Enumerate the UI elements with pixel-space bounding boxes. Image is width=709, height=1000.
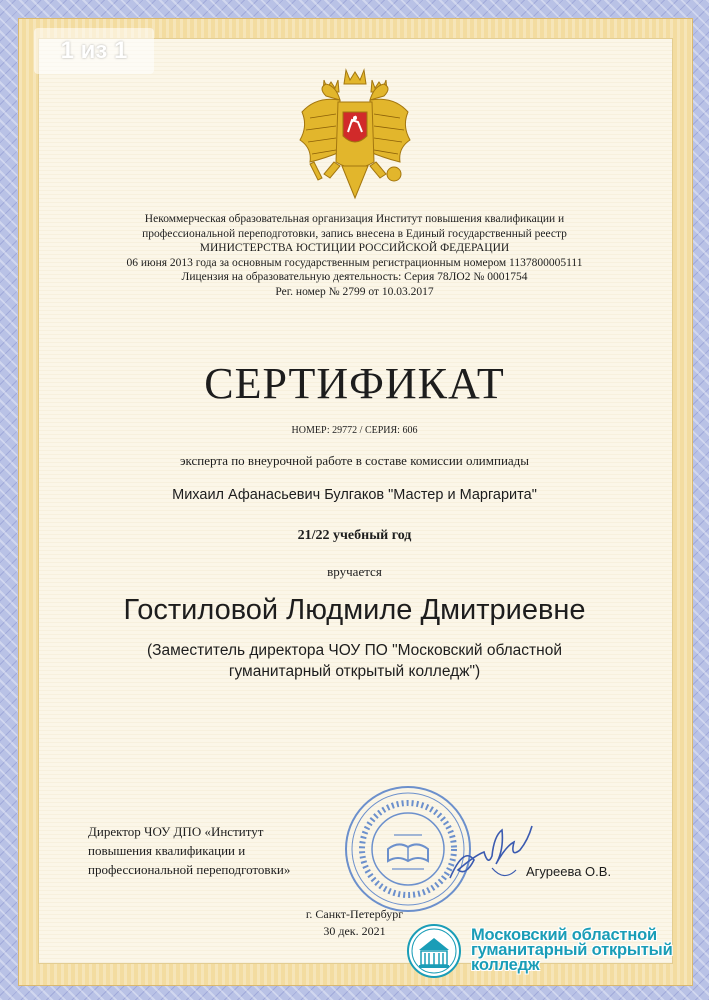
olympiad-name: Михаил Афанасьевич Булгаков "Мастер и Маргарита" [172, 487, 537, 503]
director-title [88, 822, 290, 879]
org-line: Лицензия на образовательную деятельность: Серия 78ЛО2 № 0001754 [181, 271, 528, 284]
college-watermark [471, 928, 707, 973]
position-line: (Заместитель директора ЧОУ ПО "Московский областной [147, 642, 562, 659]
awarded-label: вручается [327, 564, 382, 579]
page-counter: 1 из 1 [34, 28, 154, 74]
org-line: 06 июня 2013 года за основным государственным регистрационным номером 1137800005111 [126, 256, 583, 269]
org-line: МИНИСТЕРСТВА ЮСТИЦИИ РОССИЙСКОЙ ФЕДЕРАЦИИ [199, 242, 510, 255]
director-line: профессиональной переподготовки» [88, 862, 291, 877]
certificate-title: СЕРТИФИКАТ [204, 359, 505, 408]
issue-date: 30 дек. 2021 [323, 924, 386, 938]
academic-year: 21/22 учебный год [297, 528, 412, 543]
position-line: гуманитарный открытый колледж") [228, 663, 481, 680]
director-line: повышения квалификации и [88, 843, 246, 858]
college-name-line: Московский областной [471, 926, 657, 944]
org-line: Некоммерческая образовательная организация Институт повышения квалификации и [144, 213, 565, 225]
org-line: профессиональной переподготовки, запись внесена в Единый государственный реестр [142, 227, 567, 240]
college-name-line: гуманитарный открытый [471, 941, 673, 959]
organization-details [0, 212, 709, 300]
signer-name: Агуреева О.В. [526, 864, 612, 879]
org-line: Рег. номер № 2799 от 10.03.2017 [275, 285, 434, 298]
college-name-line: колледж [471, 956, 540, 974]
role-description: эксперта по внеурочной работе в составе комиссии олимпиады [179, 453, 530, 468]
issue-city: г. Санкт-Петербург [305, 907, 404, 921]
signature-icon [444, 816, 536, 888]
recipient-position [0, 640, 709, 682]
director-line: Директор ЧОУ ДПО «Институт [88, 824, 264, 839]
college-logo-icon [407, 924, 461, 978]
recipient-name: Гостиловой Людмиле Дмитриевне [123, 594, 586, 626]
certificate-number: НОМЕР: 29772 / СЕРИЯ: 606 [291, 425, 418, 436]
coat-of-arms-icon [296, 66, 414, 204]
